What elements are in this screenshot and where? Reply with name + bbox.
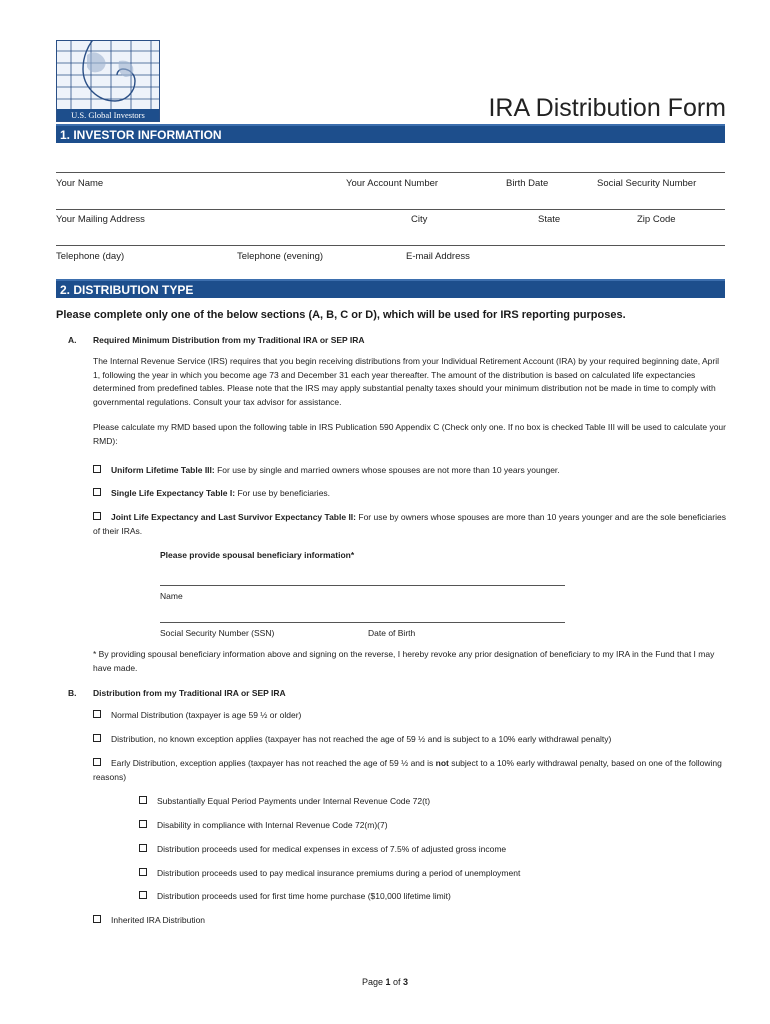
section-b-heading: Distribution from my Traditional IRA or SEP IRA [93,688,286,698]
no-exception-checkbox[interactable] [93,734,101,742]
early-distribution-text-not: not [435,758,449,768]
medical-expenses-checkbox[interactable] [139,844,147,852]
option-no-exception[interactable] [93,733,611,747]
of-word: of [390,977,404,987]
early-distribution-text-post: subject to a 10% early withdrawal penalty, based on one of the following reasons) [93,758,722,782]
email-address-label: E-mail Address [406,251,470,262]
option-early-distribution[interactable] [93,757,727,784]
section-a-letter: A. [68,335,77,345]
total-pages: 3 [403,977,409,987]
medical-insurance-checkbox[interactable] [139,868,147,876]
spouse-ssn-dob-line[interactable] [160,622,565,623]
city-label: City [411,214,428,225]
section-instruction: Please complete only one of the below sections (A, B, C or D), which will be used for IRS reporting purposes. [56,309,626,321]
spouse-ssn-label: Social Security Number (SSN) [160,628,275,638]
medical-insurance-text: Distribution proceeds used to pay medical insurance premiums during a period of unemployment [157,868,521,878]
disability-checkbox[interactable] [139,820,147,828]
option-medical-insurance[interactable] [139,867,520,881]
home-purchase-checkbox[interactable] [139,891,147,899]
option-normal-distribution[interactable] [93,709,301,723]
contact-row-line[interactable] [56,245,725,246]
joint-life-title: Joint Life Expectancy and Last Survivor Expectancy Table II: [111,512,357,522]
inherited-ira-text: Inherited IRA Distribution [111,915,206,925]
rmd-calculation-paragraph: Please calculate my RMD based upon the following table in IRS Publication 590 Appendix C (Check only one. If no box is checked Table III will be used to calculate your RMD): [93,422,726,446]
page-number [0,977,770,987]
spouse-name-line[interactable] [160,585,565,586]
normal-distribution-checkbox[interactable] [93,710,101,718]
joint-life-text: For use by owners whose spouses are more than 10 years younger and are the sole beneficiaries of their IRAs. [93,512,726,536]
no-exception-text: Distribution, no known exception applies (taxpayer has not reached the age of 59 ½ and is subject to a 10% early withdrawal penalty) [111,734,612,744]
uniform-lifetime-title: Uniform Lifetime Table III: [111,465,215,475]
option-uniform-lifetime[interactable] [93,464,727,478]
inherited-ira-checkbox[interactable] [93,915,101,923]
section-header-investor-information: 1. INVESTOR INFORMATION [56,124,725,143]
ssn-label: Social Security Number [597,178,697,189]
company-logo [56,40,160,122]
option-medical-expenses[interactable] [139,843,506,857]
option-substantially-equal[interactable] [139,795,430,809]
early-distribution-text-pre: Early Distribution, exception applies (taxpayer has not reached the age of 59 ½ and is [111,758,436,768]
option-disability[interactable] [139,819,388,833]
zip-code-label: Zip Code [637,214,676,225]
home-purchase-text: Distribution proceeds used for first time home purchase ($10,000 lifetime limit) [157,891,451,901]
single-life-checkbox[interactable] [93,488,101,496]
substantially-equal-checkbox[interactable] [139,796,147,804]
name-row-line[interactable] [56,172,725,173]
spouse-name-label: Name [160,591,183,601]
your-name-label: Your Name [56,178,104,189]
spouse-dob-label: Date of Birth [368,628,416,638]
option-joint-life[interactable] [93,511,727,538]
page-word: Page [361,977,386,987]
account-number-label: Your Account Number [346,178,439,189]
option-inherited-ira[interactable] [93,914,205,928]
medical-expenses-text: Distribution proceeds used for medical expenses in excess of 7.5% of adjusted gross income [157,844,507,854]
mailing-address-label: Your Mailing Address [56,214,145,225]
rmd-explanation-paragraph: The Internal Revenue Service (IRS) requires that you begin receiving distributions from your Individual Retirement Account (IRA) by your required beginning date, April 1, following the year in which you become age 73 and December 31 each year thereafter. The amount of the distribution is based on calculated life expectancies determined from predefined tables. Please note that the IRS may apply substantial penalty taxes should your minimum distribution not be made in time to comply with governmental regulations. Consult your tax advisor for assistance. [93,356,720,407]
spousal-beneficiary-heading: Please provide spousal beneficiary information* [160,550,355,560]
globe-spiral-icon [57,41,159,109]
joint-life-checkbox[interactable] [93,512,101,520]
address-row-line[interactable] [56,209,725,210]
normal-distribution-text: Normal Distribution (taxpayer is age 59 ½ or older) [111,710,302,720]
section-header-distribution-type: 2. DISTRIBUTION TYPE [56,279,725,298]
option-home-purchase[interactable] [139,890,451,904]
logo-text: U.S. Global Investors [57,109,159,121]
uniform-lifetime-text: For use by single and married owners whose spouses are not more than 10 years younger. [214,465,560,475]
option-single-life[interactable] [93,487,727,501]
telephone-evening-label: Telephone (evening) [237,251,324,262]
single-life-title: Single Life Expectancy Table I: [111,488,236,498]
disability-text: Disability in compliance with Internal Revenue Code 72(m)(7) [157,820,388,830]
form-title: IRA Distribution Form [488,94,726,122]
uniform-lifetime-checkbox[interactable] [93,465,101,473]
state-label: State [538,214,561,225]
section-b-letter: B. [68,688,77,698]
substantially-equal-text: Substantially Equal Period Payments under Internal Revenue Code 72(t) [157,796,431,806]
single-life-text: For use by beneficiaries. [235,488,331,498]
spousal-footnote: * By providing spousal beneficiary information above and signing on the reverse, I hereby revoke any prior designation of beneficiary to my IRA in the Fund that I may have made. [93,649,715,673]
section-a-heading: Required Minimum Distribution from my Traditional IRA or SEP IRA [93,335,365,345]
early-distribution-checkbox[interactable] [93,758,101,766]
birth-date-label: Birth Date [506,178,549,189]
telephone-day-label: Telephone (day) [56,251,125,262]
current-page: 1 [385,977,391,987]
